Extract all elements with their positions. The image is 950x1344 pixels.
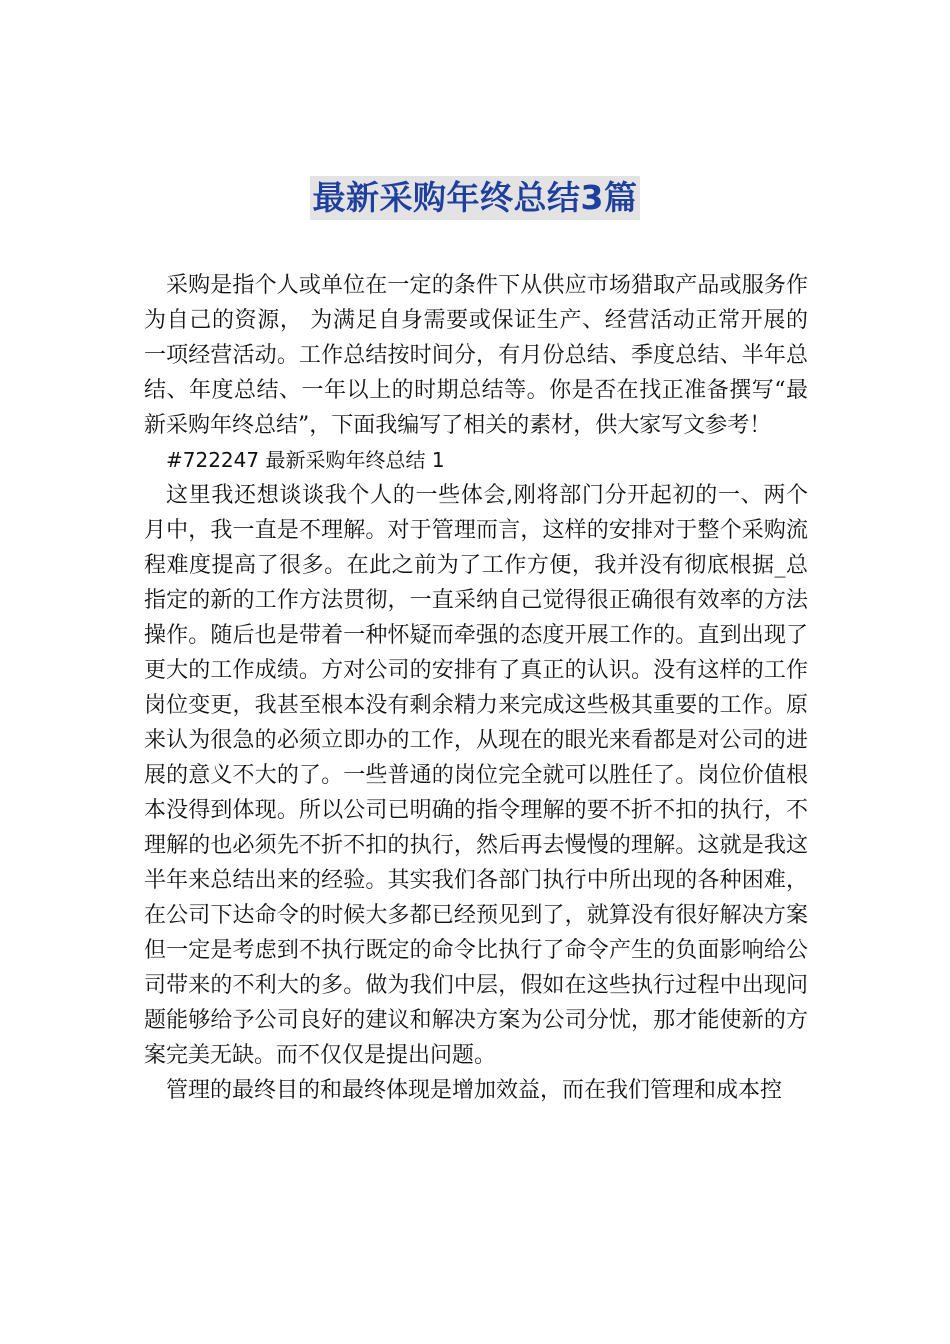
title-container [0,176,950,220]
intro-paragraph: 采购是指个人或单位在一定的条件下从供应市场猎取产品或服务作为自己的资源， 为满足自身需要或保证生产、经营活动正常开展的一项经营活动。工作总结按时间分，有月份总结、季度总结、半年总结、年度总结、一年以上的时期总结等。你是否在找正准备撰写“最新采购年终总结”，下面我编写了相关的素材，供大家写文参考！ [144,273,808,438]
document-body [144,268,808,1108]
section-paragraph: 这里我还想谈谈我个人的一些体会,刚将部门分开起初的一、两个月中，我一直是不理解。对于管理而言，这样的安排对于整个采购流程难度提高了很多。在此之前为了工作方便，我并没有彻底根据_总指定的新的工作方法贯彻，一直采纳自己觉得很正确很有效率的方法操作。随后也是带着一种怀疑而牵强的态度开展工作的。直到出现了更大的工作成绩。方对公司的安排有了真正的认识。没有这样的工作岗位变更，我甚至根本没有剩余精力来完成这些极其重要的工作。原来认为很急的必须立即办的工作，从现在的眼光来看都是对公司的进展的意义不大的了。一些普通的岗位完全就可以胜任了。岗位价值根本没得到体现。所以公司已明确的指令理解的要不折不扣的执行，不理解的也必须先不折不扣的执行，然后再去慢慢的理解。这就是我这半年来总结出来的经验。其实我们各部门执行中所出现的各种困难，在公司下达命令的时候大多都已经预见到了，就算没有很好解决方案但一定是考虑到不执行既定的命令比执行了命令产生的负面影响给公司带来的不利大的多。做为我们中层，假如在这些执行过程中出现问题能够给予公司良好的建议和解决方案为公司分忧，那才能使新的方案完美无缺。而不仅仅是提出问题。 [144,483,808,1068]
section-heading: #722247 最新采购年终总结 1 [166,448,445,472]
closing-paragraph: 管理的最终目的和最终体现是增加效益，而在我们管理和成本控 [166,1078,783,1103]
document-title: 最新采购年终总结3篇 [310,176,641,220]
